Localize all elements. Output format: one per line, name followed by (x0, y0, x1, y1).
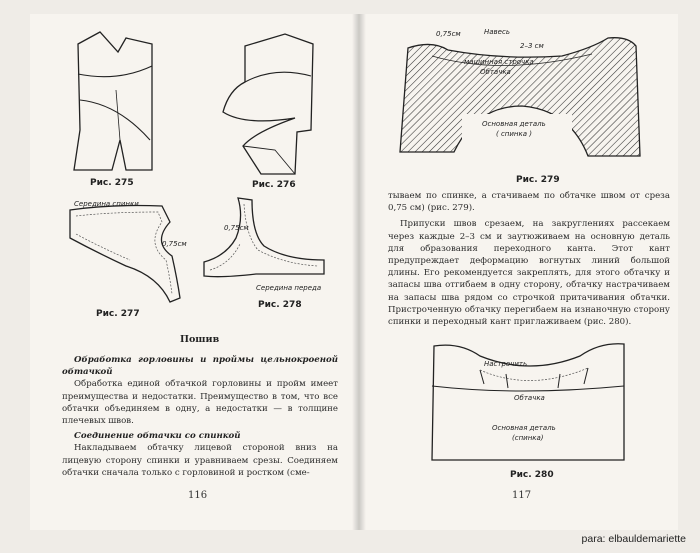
figure-279-caption: Рис. 279 (516, 175, 560, 185)
figure-280-label-facing: Обтачка (514, 394, 545, 402)
right-page-body (388, 190, 670, 328)
figure-279-drawing (392, 26, 654, 174)
book-gutter (352, 14, 366, 530)
figure-278-caption: Рис. 278 (258, 300, 302, 310)
right-para2: Припуски швов срезаем, на закруглениях рассекаем через каждые 2–3 см и заутюживаем на основную деталь для образования переходного канта. Этот кант предупреждает деформацию вогнутых линий большой длины. Его рекомендуется закреплять, для этого обтачку и запасы шва отгибаем в одну сторону, обтачку настрачиваем на запасы шва рядом со строчкой притачивания обтачки. Пристроченную обтачку перегибаем на изнаночную сторону спинки и переходный кант приглаживаем (рис. 280). (388, 219, 670, 328)
figure-280-label-main-sub: (спинка) (512, 434, 544, 442)
watermark-credit: para: elbauldemariette (581, 533, 686, 545)
left-page-body (62, 354, 338, 479)
figure-280-caption: Рис. 280 (510, 470, 554, 480)
figure-278-drawing (200, 194, 330, 300)
section1-title: Обработка горловины и проймы цельнокроеной обтачкой (62, 355, 338, 378)
figure-278-label-seam: 0,75см (224, 224, 249, 232)
right-para1: тываем по спинке, а стачиваем по обтачке швом от среза 0,75 см) (рис. 279). (388, 191, 670, 214)
figure-279-label-stitch: машинная строчка (464, 58, 534, 66)
section1-text: Обработка единой обтачкой горловины и пройм имеет преимущества и недостатки. Преимущество в том, что все обтачки объединяем в одну, а недостатки — в толщине плечевых швов. (62, 379, 338, 427)
figure-276-drawing (215, 32, 325, 177)
figure-277-label-center-back: Середина спинки (74, 200, 139, 208)
figure-280-label-main: Основная деталь (492, 424, 556, 432)
figure-275-caption: Рис. 275 (90, 178, 134, 188)
figure-279-label-main: Основная деталь (482, 120, 546, 128)
figure-277-drawing (62, 198, 192, 310)
figure-277-caption: Рис. 277 (96, 309, 140, 319)
figure-279-label-width: 2–3 см (520, 42, 544, 50)
figure-279-label-facing: Обтачка (480, 68, 511, 76)
figure-280-drawing (420, 336, 640, 468)
figure-278-label-center-front: Середина переда (256, 284, 322, 292)
section2-text: Накладываем обтачку лицевой стороной вниз на лицевую сторону спинки и уравниваем срезы. Соединяем обтачки сначала только с горловиной и ростком (сме- (62, 443, 338, 478)
section2-title: Соединение обтачки со спинкой (74, 431, 241, 442)
section-heading: Пошив (180, 334, 220, 345)
right-page-number: 117 (512, 490, 532, 501)
figure-277-label-seam: 0,75см (162, 240, 187, 248)
figure-279-label-bartack: Навесь (484, 28, 510, 36)
figure-276-caption: Рис. 276 (252, 180, 296, 190)
figure-280-label-stitch: Настрочить (484, 360, 528, 368)
left-page-number: 116 (188, 490, 208, 501)
figure-275-drawing (68, 30, 158, 175)
figure-279-label-main-sub: ( спинка ) (496, 130, 532, 138)
figure-279-label-seam: 0,75см (436, 30, 461, 38)
